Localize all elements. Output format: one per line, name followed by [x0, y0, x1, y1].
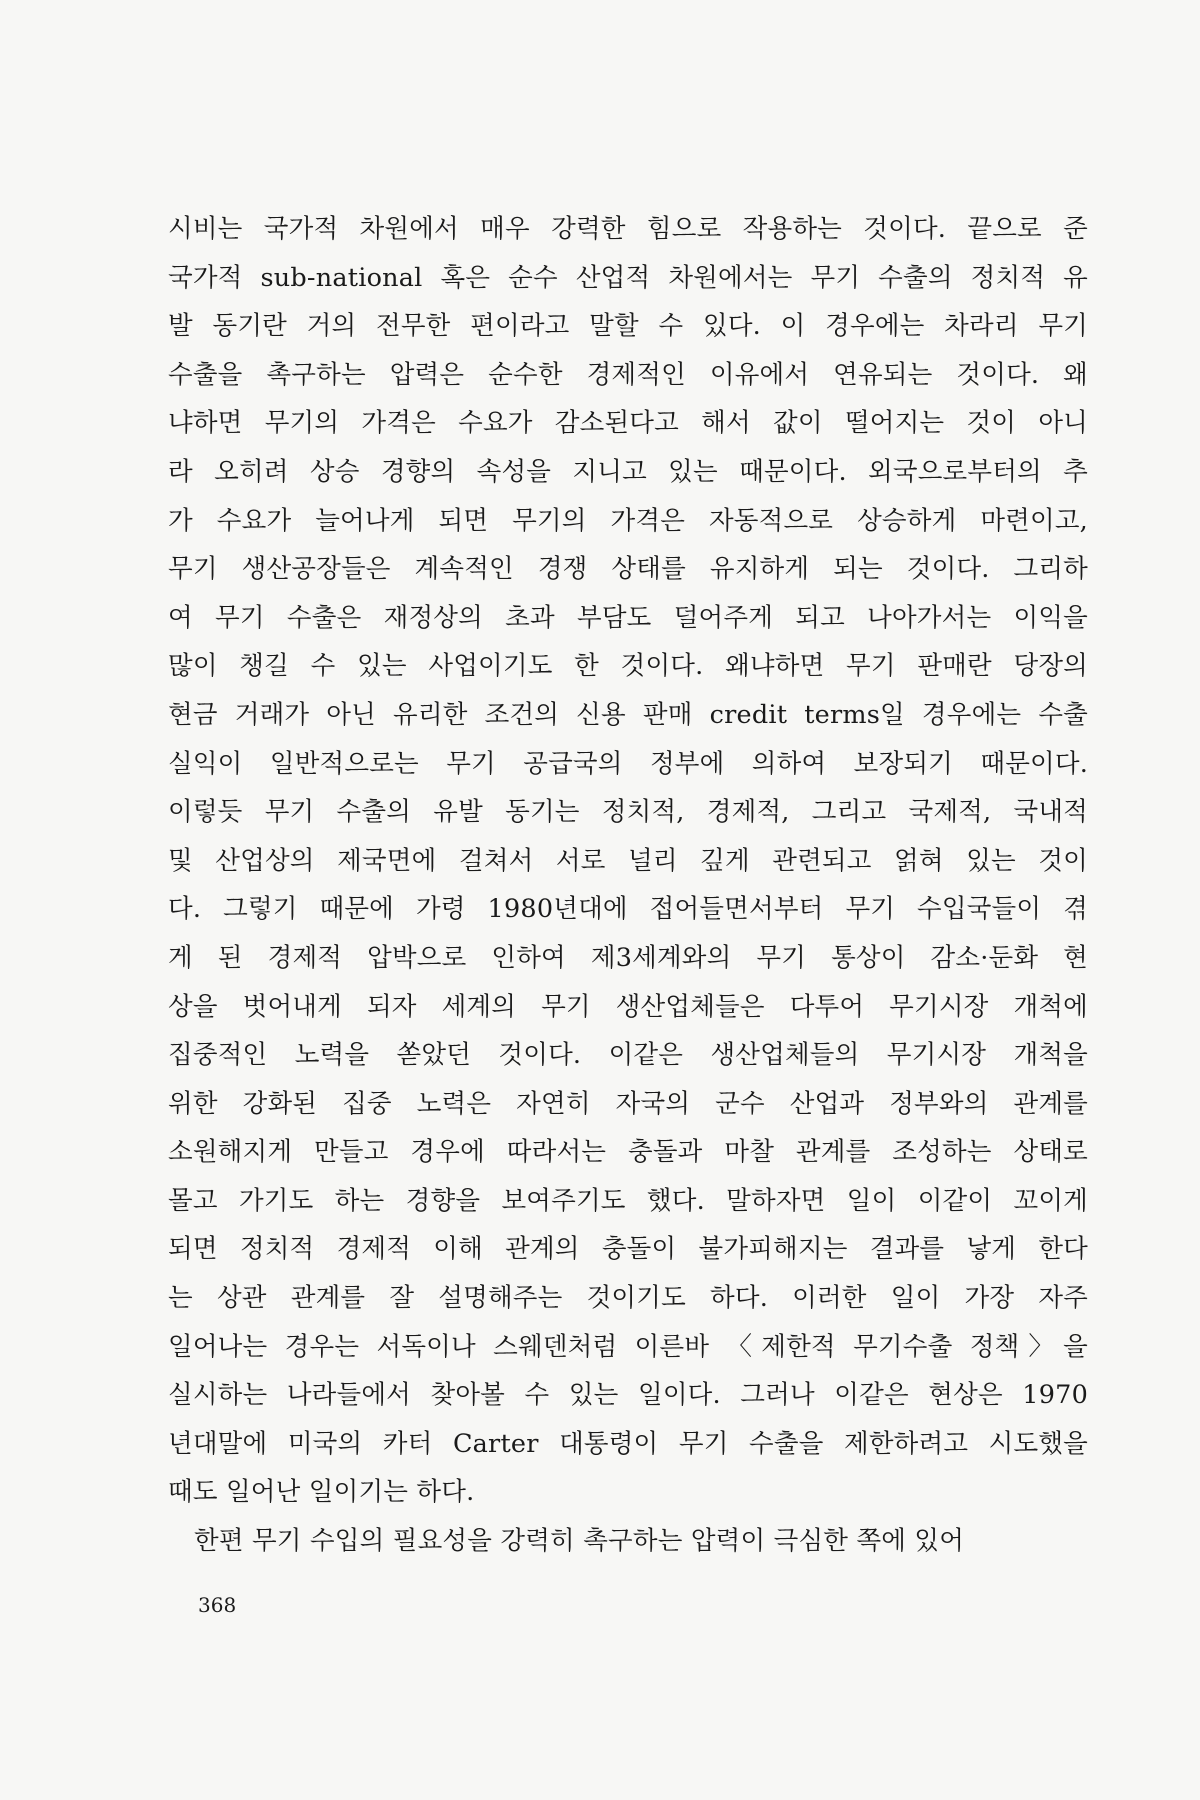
text-line: 발 동기란 거의 전무한 편이라고 말할 수 있다. 이 경우에는 차라리 무기: [168, 311, 1088, 342]
page-number: 368: [198, 1593, 237, 1617]
text-line: 집중적인 노력을 쏟았던 것이다. 이같은 생산업체들의 무기시장 개척을: [168, 1040, 1088, 1071]
text-line: 는 상관 관계를 잘 설명해주는 것이기도 하다. 이러한 일이 가장 자주: [168, 1283, 1088, 1314]
text-line: 현금 거래가 아닌 유리한 조건의 신용 판매 credit terms일 경우에는 수출: [168, 699, 1088, 730]
text-line: 상을 벗어내게 되자 세계의 무기 생산업체들은 다투어 무기시장 개척에: [168, 991, 1088, 1022]
paragraph-start-line: 한편 무기 수입의 필요성을 강력히 촉구하는 압력이 극심한 쪽에 있어: [194, 1526, 965, 1557]
text-line: 라 오히려 상승 경향의 속성을 지니고 있는 때문이다. 외국으로부터의 추: [168, 456, 1088, 487]
text-line: 및 산업상의 제국면에 걸쳐서 서로 널리 깊게 관련되고 얽혀 있는 것이: [168, 845, 1088, 876]
text-line: 일어나는 경우는 서독이나 스웨덴처럼 이른바 〈제한적 무기수출 정책〉을: [168, 1331, 1088, 1362]
paragraph-end-line: 때도 일어난 일이기는 하다.: [168, 1477, 475, 1508]
text-line: 실시하는 나라들에서 찾아볼 수 있는 일이다. 그러나 이같은 현상은 1970: [168, 1380, 1088, 1411]
text-line: 여 무기 수출은 재정상의 초과 부담도 덜어주게 되고 나아가서는 이익을: [168, 602, 1088, 633]
text-line: 다. 그렇기 때문에 가령 1980년대에 접어들면서부터 무기 수입국들이 겪: [168, 894, 1088, 925]
text-line: 많이 챙길 수 있는 사업이기도 한 것이다. 왜냐하면 무기 판매란 당장의: [168, 651, 1088, 682]
text-line: 가 수요가 늘어나게 되면 무기의 가격은 자동적으로 상승하게 마련이고,: [168, 505, 1088, 536]
text-line: 소원해지게 만들고 경우에 따라서는 충돌과 마찰 관계를 조성하는 상태로: [168, 1137, 1088, 1168]
body-text: [168, 205, 1088, 1566]
text-line: 실익이 일반적으로는 무기 공급국의 정부에 의하여 보장되기 때문이다.: [168, 748, 1088, 779]
text-line: 시비는 국가적 차원에서 매우 강력한 힘으로 작용하는 것이다. 끝으로 준: [168, 214, 1088, 244]
text-line: 게 된 경제적 압박으로 인하여 제3세계와의 무기 통상이 감소·둔화 현: [168, 942, 1088, 973]
text-line: 국가적 sub-national 혹은 순수 산업적 차원에서는 무기 수출의 정치적 유: [168, 262, 1088, 293]
text-line: 년대말에 미국의 카터 Carter 대통령이 무기 수출을 제한하려고 시도했을: [168, 1428, 1088, 1459]
text-line: 몰고 가기도 하는 경향을 보여주기도 했다. 말하자면 일이 이같이 꼬이게: [168, 1185, 1088, 1216]
text-line: 이렇듯 무기 수출의 유발 동기는 정치적, 경제적, 그리고 국제적, 국내적: [168, 797, 1088, 828]
text-line: 냐하면 무기의 가격은 수요가 감소된다고 해서 값이 떨어지는 것이 아니: [168, 408, 1088, 439]
text-line: 무기 생산공장들은 계속적인 경쟁 상태를 유지하게 되는 것이다. 그리하: [168, 554, 1088, 585]
text-line: 수출을 촉구하는 압력은 순수한 경제적인 이유에서 연유되는 것이다. 왜: [168, 359, 1088, 390]
text-line: 위한 강화된 집중 노력은 자연히 자국의 군수 산업과 정부와의 관계를: [168, 1088, 1088, 1119]
text-line: 되면 정치적 경제적 이해 관계의 충돌이 불가피해지는 결과를 낳게 한다: [168, 1234, 1088, 1265]
